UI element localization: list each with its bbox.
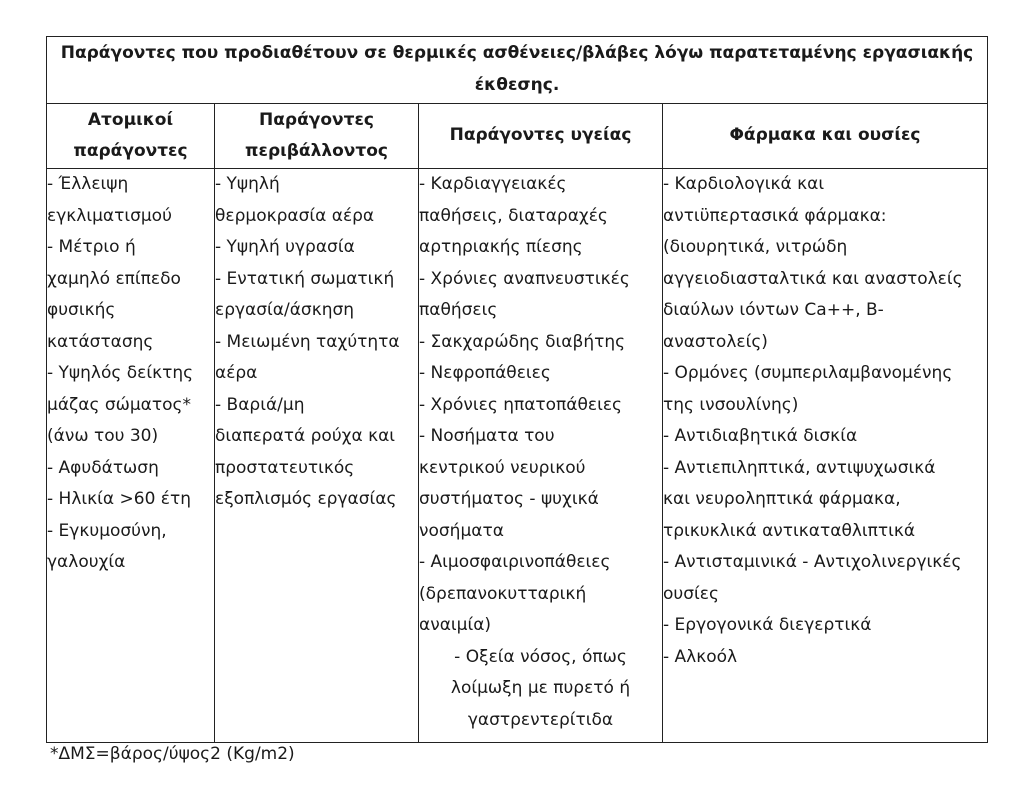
list-line: - Εργογονικά διεγερτικά <box>663 615 872 635</box>
list-line: παθήσεις, διαταραχές <box>419 205 608 226</box>
factors-table <box>46 36 988 743</box>
list-line: - Υψηλή <box>215 174 280 194</box>
body-row <box>47 169 988 743</box>
title-row <box>47 37 988 104</box>
list-line: - Καρδιολογικά και <box>663 174 825 194</box>
list-line: - Χρόνιες αναπνευστικές <box>419 268 630 289</box>
list-line: γαστρεντερίτιδα <box>467 709 614 730</box>
list-line: αντιϋπερτασικά φάρμακα: <box>663 205 887 226</box>
list-line: - Οξεία νόσος, όπως <box>454 646 627 667</box>
list-line: αναστολείς) <box>663 331 768 352</box>
list-line: προστατευτικός <box>215 457 355 478</box>
list-line: - Χρόνιες ηπατοπάθειες <box>419 394 622 415</box>
list-line: - Σακχαρώδης διαβήτης <box>419 331 626 352</box>
header-personal-factors: Ατομικοί παράγοντες <box>47 104 215 169</box>
list-line: αναιμία) <box>419 615 492 635</box>
list-line: διαύλων ιόντων Ca++, Β- <box>663 300 884 320</box>
list-line: (δρεπανοκυτταρική <box>419 583 587 604</box>
list-line: - Εντατική σωματική <box>215 268 395 289</box>
list-line: αρτηριακής πίεσης <box>419 237 583 257</box>
list-line: εργασία/άσκηση <box>215 300 355 320</box>
list-line: - Υψηλή υγρασία <box>215 237 355 257</box>
list-line: γαλουχία <box>47 552 126 572</box>
list-line: - Καρδιαγγειακές <box>419 174 567 194</box>
list-line: φυσικής <box>47 300 116 320</box>
header-environment-factors: Παράγοντες περιβάλλοντος <box>215 104 419 169</box>
list-line: συστήματος - ψυχικά <box>419 489 599 509</box>
list-line: παθήσεις <box>419 300 498 320</box>
list-line: - Μειωμένη ταχύτητα <box>215 331 400 352</box>
footnote: *ΔΜΣ=βάρος/ύψος2 (Kg/m2) <box>50 744 295 764</box>
list-line: διαπερατά ρούχα και <box>215 426 396 446</box>
environment-factors-cell <box>215 169 419 743</box>
list-line: κατάστασης <box>47 331 154 352</box>
list-line: και νευροληπτικά φάρμακα, <box>663 489 901 509</box>
table-title: Παράγοντες που προδιαθέτουν σε θερμικές ασθένειες/βλάβες λόγω παρατεταμένης εργασιακής έκθεσης. <box>47 37 988 104</box>
list-line: - Νεφροπάθειες <box>419 363 551 383</box>
list-line: - Έλλειψη <box>47 174 129 194</box>
list-line: λοίμωξη με πυρετό ή <box>450 678 631 698</box>
list-line: αγγειοδιασταλτικά και αναστολείς <box>663 268 963 289</box>
list-line: ουσίες <box>663 583 719 604</box>
list-line: αέρα <box>215 363 258 383</box>
list-line: χαμηλό επίπεδο <box>47 268 181 289</box>
list-line: - Αφυδάτωση <box>47 457 159 478</box>
list-line: - Ορμόνες (συμπεριλαμβανομένης <box>663 363 953 383</box>
list-line: τρικυκλικά αντικαταθλιπτικά <box>663 520 916 541</box>
list-line: - Ηλικία >60 έτη <box>47 489 191 509</box>
header-drugs-substances: Φάρμακα και ουσίες <box>663 104 988 169</box>
list-line: - Βαριά/μη <box>215 394 305 415</box>
list-line: - Αλκοόλ <box>663 646 738 667</box>
list-line: (άνω του 30) <box>47 426 159 446</box>
list-line: κεντρικού νευρικού <box>419 457 586 478</box>
list-line: εγκλιματισμού <box>47 205 172 226</box>
personal-factors-cell <box>47 169 215 743</box>
list-line: - Αντιδιαβητικά δισκία <box>663 426 858 446</box>
list-line: - Αντιεπιληπτικά, αντιψυχωσικά <box>663 457 936 478</box>
list-line: νοσήματα <box>419 520 504 541</box>
health-factors-cell <box>419 169 663 743</box>
list-line: - Μέτριο ή <box>47 237 136 257</box>
list-line: - Νοσήματα του <box>419 426 555 446</box>
list-line: μάζας σώματος* <box>47 394 192 415</box>
header-health-factors: Παράγοντες υγείας <box>419 104 663 169</box>
list-line: - Υψηλός δείκτης <box>47 363 194 383</box>
header-row <box>47 104 988 169</box>
drugs-substances-cell <box>663 169 988 743</box>
list-line: θερμοκρασία αέρα <box>215 205 375 226</box>
list-line: - Αντισταμινικά - Αντιχολινεργικές <box>663 552 962 572</box>
list-line: - Αιμοσφαιρινοπάθειες <box>419 552 611 572</box>
list-line: εξοπλισμός εργασίας <box>215 489 397 509</box>
list-line: - Εγκυμοσύνη, <box>47 520 167 541</box>
list-line: (διουρητικά, νιτρώδη <box>663 237 848 257</box>
list-line: της ινσουλίνης) <box>663 394 799 415</box>
